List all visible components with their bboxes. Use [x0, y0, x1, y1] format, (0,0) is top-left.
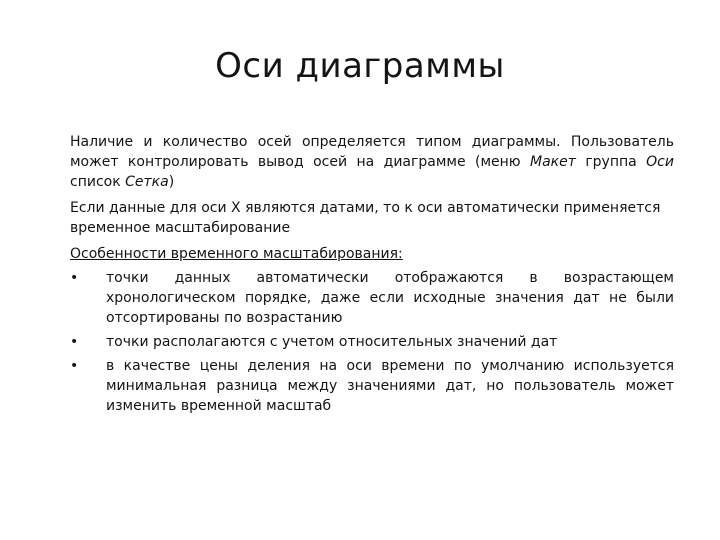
axes-control-text-4: ): [168, 174, 175, 190]
bullet-text: точки данных автоматически отображаются в возрастающем хронологическом порядке, даже если исходные значения дат не были отсортированы по возрастанию: [106, 270, 674, 326]
list-name: Сетка: [125, 174, 169, 190]
bullet-text: в качестве цены деления на оси времени по умолчанию используется минимальная разница между значениями дат, но пользователь может изменить временной масштаб: [106, 358, 674, 414]
bullet-icon: •: [70, 358, 79, 374]
list-item: [70, 356, 674, 416]
axes-control-text-3: список: [70, 174, 126, 190]
axes-control-text-2: группа: [575, 154, 647, 170]
bullet-icon: •: [70, 270, 79, 286]
list-item: [70, 268, 674, 328]
bullet-text: точки располагаются с учетом относительных значений дат: [106, 334, 558, 350]
date-axis-paragraph: Если данные для оси X являются датами, то к оси автоматически применяется временное масштабирование: [70, 200, 661, 236]
time-scale-subheading: Особенности временного масштабирования:: [70, 246, 403, 262]
list-item: [70, 332, 674, 352]
bullet-icon: •: [70, 334, 79, 350]
menu-name: Макет: [530, 154, 576, 170]
axes-control-paragraph: [70, 132, 674, 192]
slide-body: [70, 132, 674, 420]
axes-control-text-1: Наличие и количество осей определяется типом диаграммы. Пользователь может контролировать вывод осей на диаграмме (меню: [70, 134, 674, 170]
slide-title: Оси диаграммы: [215, 46, 505, 86]
group-name: Оси: [646, 154, 674, 170]
time-scale-features-list: [70, 268, 674, 416]
